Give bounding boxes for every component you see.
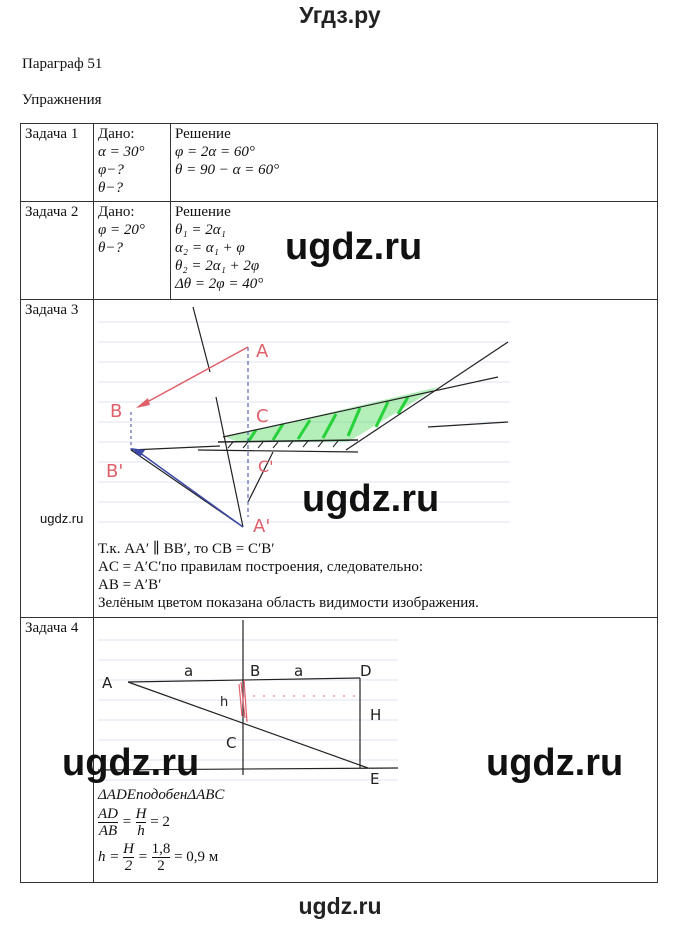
- given-line: φ = 20°: [98, 222, 145, 238]
- figure-label: B: [250, 662, 261, 680]
- height-equation: h = $\frac{H}{2}$ = $\frac{1,8}{2}$ = 0,9 м: [98, 841, 219, 874]
- similarity-line: ΔADEподобенΔABC: [98, 787, 225, 803]
- figure-label: B: [110, 401, 123, 422]
- task3-content: [94, 300, 658, 618]
- text-line: AC = A′C′по правилам построения, следовательно:: [98, 559, 424, 575]
- site-title: Угдз.ру: [299, 2, 381, 28]
- solution-line: Решение: [175, 204, 231, 220]
- figure-label: a: [294, 662, 304, 680]
- task-name: Задача 2: [21, 202, 94, 300]
- figure-label: B': [106, 461, 124, 482]
- solution-line: θ = 90 − α = 60°: [175, 162, 280, 178]
- text-line: Т.к. AA′ ∥ BB′, то CB = C′B′: [98, 541, 275, 557]
- figure-label: a: [184, 662, 194, 680]
- figure-label: A: [102, 674, 113, 692]
- figure-label: D: [360, 662, 372, 680]
- solution-line: θ₁ = 2α₁: [175, 222, 226, 238]
- table-row: [21, 300, 658, 618]
- given-line: Дано:: [98, 126, 135, 142]
- table-row: [21, 124, 658, 202]
- watermark: ugdz.ru: [302, 478, 440, 520]
- solution-line: α₂ = α₁ + φ: [175, 240, 245, 256]
- given-line: φ−?: [98, 162, 124, 178]
- figure-label: h: [220, 695, 229, 710]
- figure-label: C: [226, 734, 237, 752]
- given-line: Дано:: [98, 204, 135, 220]
- task-name: Задача 4: [21, 618, 94, 883]
- watermark: ugdz.ru: [486, 742, 624, 784]
- watermark: ugdz.ru: [40, 511, 84, 526]
- given-line: θ−?: [98, 240, 123, 256]
- ratio-equation: $\frac{AD}{AB}$ = $\frac{H}{h}$ = 2: [98, 806, 170, 839]
- solution-cell: [171, 124, 658, 202]
- text-line: AB = A′B′: [98, 577, 162, 593]
- watermark: ugdz.ru: [62, 742, 200, 784]
- fraction: $\frac{H}{h}$: [135, 806, 147, 839]
- task-name: Задача 3: [21, 300, 94, 618]
- given-line: θ−?: [98, 180, 123, 196]
- fraction: $\frac{H}{2}$: [123, 841, 134, 874]
- figure-label: E: [370, 770, 380, 786]
- text-line: Зелёным цветом показана область видимости изображения.: [98, 595, 479, 611]
- solution-line: Решение: [175, 126, 231, 142]
- figure-label: A': [253, 516, 271, 537]
- solution-line: φ = 2α = 60°: [175, 144, 255, 160]
- site-footer: ugdz.ru: [298, 893, 382, 919]
- task-name: Задача 1: [21, 124, 94, 202]
- given-cell: [94, 124, 171, 202]
- figure-label: C: [256, 406, 269, 427]
- section-heading: Упражнения: [22, 92, 102, 108]
- solution-line: Δθ = 2φ = 40°: [175, 276, 264, 292]
- figure-label: H: [370, 706, 382, 724]
- given-line: α = 30°: [98, 144, 145, 160]
- fraction: $\frac{1,8}{2}$: [151, 841, 171, 874]
- solution-line: θ₂ = 2α₁ + 2φ: [175, 258, 260, 274]
- figure-label: A: [256, 341, 269, 362]
- figure-label: C': [258, 457, 274, 476]
- paragraph-heading: Параграф 51: [22, 56, 103, 72]
- given-cell: [94, 202, 171, 300]
- fraction: $\frac{AD}{AB}$: [98, 806, 118, 839]
- watermark: ugdz.ru: [285, 226, 423, 268]
